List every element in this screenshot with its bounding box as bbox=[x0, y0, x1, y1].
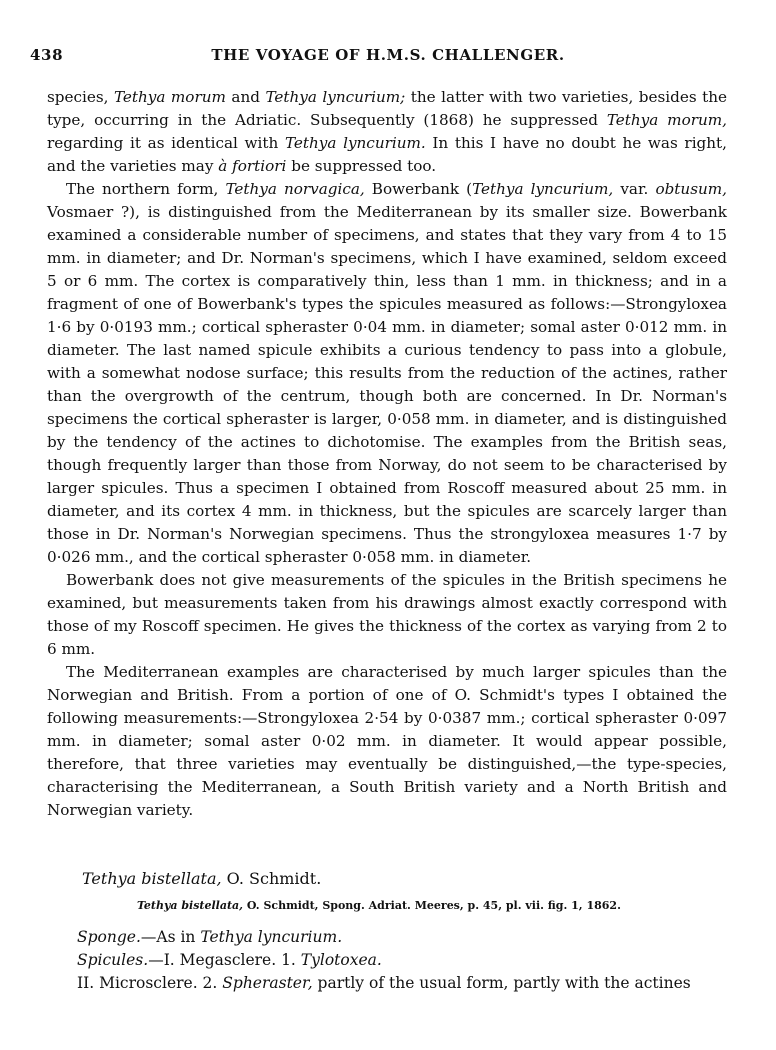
text-run: be suppressed too. bbox=[286, 157, 437, 175]
species-author: O. Schmidt. bbox=[221, 869, 322, 888]
taxon-name: Tethya norvagica, bbox=[225, 180, 365, 198]
spicules-label: Spicules. bbox=[77, 951, 149, 969]
taxon-name: Tethya lyncurium, bbox=[472, 180, 614, 198]
paragraph: Bowerbank does not give measurements of the spicules in the British specimens he examined, but measurements taken from his drawings almost exactly correspond with those of my Roscoff specimen. He gives the thickness of the cortex as varying from 2 to 6 mm. bbox=[47, 571, 727, 658]
text-run: var. bbox=[613, 180, 656, 198]
paragraph: The Mediterranean examples are characterised by much larger spicules than the Norwegian and British. From a portion of one of O. Schmidt's types I obtained the following measurements:—Strongyloxea 2·54 by 0·0387 mm.; cortical spheraster 0·097 mm. in diameter; somal aster 0·02 mm. in diameter. It would appear possible, therefore, that three varieties may eventually be distinguished,—the type-species, characterising the Mediterranean, a South British variety and a North British and Norwegian variety. bbox=[47, 663, 727, 819]
latin-phrase: à fortiori bbox=[218, 157, 287, 175]
text-run: species, bbox=[47, 88, 114, 106]
body-text bbox=[47, 86, 727, 822]
species-reference bbox=[137, 899, 737, 912]
running-title: THE VOYAGE OF H.M.S. CHALLENGER. bbox=[211, 46, 565, 64]
species-description bbox=[77, 926, 727, 995]
text-run: The northern form, bbox=[66, 180, 226, 198]
spicule-type: Spheraster, bbox=[222, 974, 313, 992]
paragraph bbox=[47, 178, 727, 569]
species-heading bbox=[82, 869, 742, 888]
text-run: —I. Megasclere. 1. bbox=[148, 951, 301, 969]
reference-taxon: Tethya bistellata, bbox=[137, 899, 244, 912]
taxon-name: Tethya lyncurium; bbox=[265, 88, 406, 106]
spicules-line bbox=[77, 949, 727, 972]
taxon-name: Tethya morum bbox=[113, 88, 226, 106]
taxon-name: Tethya morum, bbox=[606, 111, 727, 129]
taxon-name: Tethya lyncurium. bbox=[284, 134, 426, 152]
paragraph bbox=[47, 86, 727, 178]
species-name: Tethya bistellata, bbox=[82, 869, 222, 888]
page-number: 438 bbox=[30, 46, 64, 64]
sponge-line bbox=[77, 926, 727, 949]
text-run: Bowerbank ( bbox=[364, 180, 473, 198]
text-run: —As in bbox=[140, 928, 201, 946]
text-run: partly of the usual form, partly with the actines bbox=[312, 974, 691, 992]
text-run: II. Microsclere. 2. bbox=[77, 974, 223, 992]
text-run: regarding it as identical with bbox=[47, 134, 285, 152]
spicule-type: Tylotoxea. bbox=[300, 951, 382, 969]
sponge-label: Sponge. bbox=[77, 928, 141, 946]
text-run: the latter with two varieties, besides the type, occurring in the Adriatic. Subsequently (1868) he suppressed bbox=[47, 88, 727, 129]
taxon-name: obtusum, bbox=[655, 180, 727, 198]
text-run: and bbox=[225, 88, 266, 106]
microsclere-line bbox=[77, 972, 727, 995]
taxon-name: Tethya lyncurium. bbox=[200, 928, 343, 946]
reference-text: O. Schmidt, Spong. Adriat. Meeres, p. 45, pl. vii. fig. 1, 1862. bbox=[243, 899, 621, 912]
text-run: Vosmaer ?), is distinguished from the Mediterranean by its smaller size. Bowerbank examined a considerable number of specimens, and states that they vary from 4 to 15 mm. in diameter; and Dr. Norman's specimens, which I have examined, seldom exceed 5 or 6 mm. The cortex is comparatively thin, less than 1 mm. in thickness; and in a fragment of one of Bowerbank's types the spicules measured as follows:—Strongyloxea 1·6 by 0·0193 mm.; cortical spheraster 0·04 mm. in diameter; somal aster 0·012 mm. in diameter. The last named spicule exhibits a curious tendency to pass into a globule, with a somewhat nodose surface; this results from the reduction of the actines, rather than the overgrowth of the centrum, though both are concerned. In Dr. Norman's specimens the cortical spheraster is larger, 0·058 mm. in diameter, and is distinguished by the tendency of the actines to dichotomise. The examples from the British seas, though frequently larger than those from Norway, do not seem to be characterised by larger spicules. Thus a specimen I obtained from Roscoff measured about 25 mm. in diameter, and its cortex 4 mm. in thickness, but the spicules are scarcely larger than those in Dr. Norman's Norwegian specimens. Thus the strongyloxea measures 1·7 by 0·026 mm., and the cortical spheraster 0·058 mm. in diameter. bbox=[47, 203, 727, 566]
text-run: In this I have no doubt he was right, and the varieties may bbox=[47, 134, 727, 175]
